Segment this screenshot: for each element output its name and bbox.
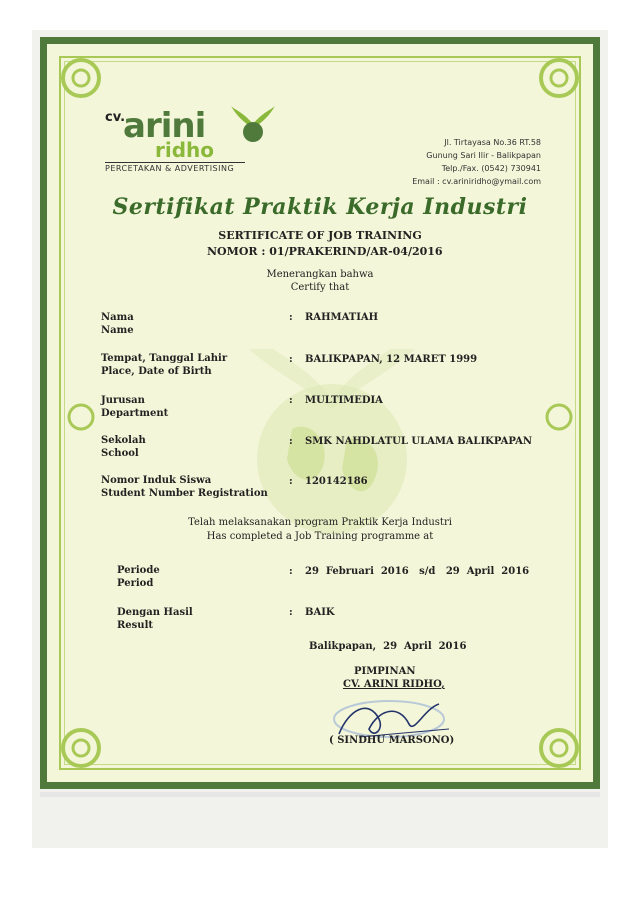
field-label-tempat: Tempat, Tanggal Lahir: [101, 353, 228, 364]
logo-cv-text: cv.: [105, 110, 126, 125]
scan-strip: [40, 792, 600, 797]
field-label-hasil: Dengan Hasil: [117, 607, 193, 618]
field-value-student-number: 120142186: [305, 476, 368, 487]
field-colon: :: [289, 436, 293, 447]
logo-divider: [105, 162, 245, 163]
winged-globe-logo-icon: [231, 106, 275, 146]
field-value-name: RAHMATIAH: [305, 312, 379, 323]
certificate: [40, 37, 600, 789]
signatory-name: ( SINDHU MARSONO): [329, 735, 455, 746]
field-value-department: MULTIMEDIA: [305, 395, 383, 406]
field-colon: :: [289, 607, 293, 618]
place-date: Balikpapan, 29 April 2016: [309, 641, 467, 652]
logo-tagline: PERCETAKAN & ADVERTISING: [105, 164, 235, 173]
company-logo: [105, 106, 275, 176]
field-label-sekolah: Sekolah: [101, 435, 146, 446]
completed-indonesian: Telah melaksanakan program Praktik Kerja Industri: [188, 517, 452, 528]
field-label-department: Department: [101, 408, 169, 419]
logo-arini-text: arini: [123, 106, 206, 146]
corner-ornament-bottom-left: [53, 720, 109, 776]
field-label-name: Name: [101, 325, 134, 336]
completed-english: Has completed a Job Training programme at: [206, 531, 434, 542]
nomor-label: NOMOR: [207, 245, 258, 258]
corner-ornament-top-right: [531, 50, 587, 106]
field-value-period: 29 Februari 2016 s/d 29 April 2016: [305, 566, 530, 577]
field-label-jurusan: Jurusan: [101, 395, 145, 406]
address-line-4: Email : cv.ariniridho@ymail.com: [412, 177, 541, 186]
field-value-result: BAIK: [305, 607, 335, 618]
field-label-place: Place, Date of Birth: [101, 366, 212, 377]
nomor-value: : 01/PRAKERIND/AR-04/2016: [261, 245, 443, 258]
signatory-company: CV. ARINI RIDHO,: [343, 679, 445, 690]
field-label-period: Period: [117, 578, 154, 589]
certificate-number: [207, 245, 443, 258]
field-label-school: School: [101, 448, 139, 459]
corner-ornament-bottom-right: [531, 720, 587, 776]
side-ornament-right: [531, 389, 587, 445]
address-line-3: Telp./Fax. (0542) 730941: [441, 164, 541, 173]
field-label-nama: Nama: [101, 312, 134, 323]
company-address: [412, 136, 541, 188]
intro-indonesian: Menerangkan bahwa: [266, 269, 374, 280]
signatory-role: PIMPINAN: [354, 666, 416, 677]
certificate-body: [47, 44, 593, 782]
address-line-2: Gunung Sari Ilir - Balikpapan: [426, 151, 541, 160]
certificate-subtitle: SERTIFICATE OF JOB TRAINING: [218, 229, 422, 242]
field-colon: :: [289, 395, 293, 406]
field-label-student-number: Student Number Registration: [101, 488, 268, 499]
intro-english: Certify that: [290, 282, 350, 293]
certificate-title: Sertifikat Praktik Kerja Industri: [112, 194, 528, 220]
field-colon: :: [289, 566, 293, 577]
field-label-periode: Periode: [117, 565, 160, 576]
field-label-result: Result: [117, 620, 153, 631]
field-label-nis: Nomor Induk Siswa: [101, 475, 212, 486]
corner-ornament-top-left: [53, 50, 109, 106]
field-value-birth: BALIKPAPAN, 12 MARET 1999: [305, 354, 478, 365]
field-colon: :: [289, 476, 293, 487]
field-value-school: SMK NAHDLATUL ULAMA BALIKPAPAN: [305, 436, 533, 447]
field-colon: :: [289, 312, 293, 323]
address-line-1: Jl. Tirtayasa No.36 RT.58: [444, 138, 541, 147]
logo-ridho-text: ridho: [155, 138, 215, 162]
field-colon: :: [289, 354, 293, 365]
